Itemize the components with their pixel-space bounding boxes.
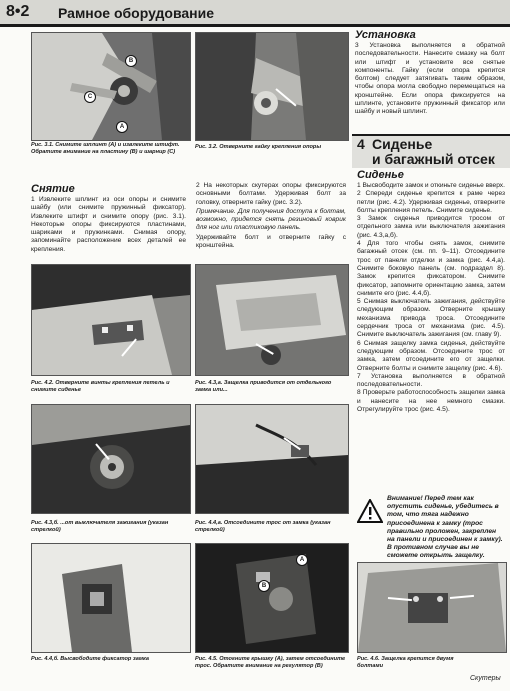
removal-note: Примечание. Для получения доступа к болтам, возможно, придется снять резиновый коврик для ног или пластиковую панель. — [196, 207, 346, 232]
photo-fig-4-3b — [31, 404, 191, 514]
seat-paragraph-1: 1 Высвободите замок и откиньте сиденье вверх. — [357, 182, 505, 189]
caption-fig-4-3a: Рис. 4.3,а. Защелка приводится от отдельного замка или... — [195, 380, 332, 393]
marker-b: B — [258, 580, 270, 592]
photo-fig-4-2 — [31, 264, 191, 376]
seat-paragraph-8: 8 Проверьте работоспособность защелки замка и нанесите на нее немного смазки. Отрегулируйте трос (рис. 4.5). — [357, 389, 505, 414]
photo-fig-4-3a-illustration — [196, 265, 348, 375]
page-title: Рамное оборудование — [58, 5, 215, 21]
page-header — [0, 0, 510, 27]
photo-fig-3-2-illustration — [196, 33, 348, 140]
marker-a: A — [116, 121, 128, 133]
photo-fig-4-6-illustration — [358, 563, 506, 652]
removal-text-right — [196, 182, 346, 250]
heading-seat: Сиденье — [357, 169, 404, 181]
seat-paragraph-6: 6 Снимая защелку замка сиденья, действуйте следующим образом. Отсоедините трос от замка, затем отсоедините его от защелки. Отверните болты и снимите защелку (рис. 4.6). — [357, 339, 505, 372]
photo-fig-4-6 — [357, 562, 507, 653]
section-4-text — [357, 182, 505, 414]
photo-fig-4-4a-illustration — [196, 405, 348, 513]
caption-fig-4-6: Рис. 4.6. Защелка крепится двумя болтами — [357, 656, 454, 669]
section-title-line-2: и багажный отсек — [372, 151, 495, 167]
seat-paragraph-7: 7 Установка выполняется в обратной последовательности. — [357, 372, 505, 389]
seat-paragraph-5: 5 Снимая выключатель зажигания, действуйте следующим образом. Отверните крышку механизма привода троса. Отсоедините сердечник троса от механизма (рис. 4.5). Снимите выключатель зажигания (см. главу 9). — [357, 298, 505, 339]
removal-paragraph-1: 1 Извлеките шплинт из оси опоры и снимите шайбу (или снимите пружинный фиксатор). Извлеките штифт и снимите опору (рис. 3.1). Некоторые опоры фиксируются пластинами, шариками и пружинками. Снимая опору, запоминайте расположение всех деталей ее крепления. — [31, 196, 186, 253]
warning-text: Внимание! Перед тем как опустить сиденье, убедитесь в том, что тяга надежно присоединена к замку (трос правильно проложен, закреплен на панели и присоединен к замку). В противном случае вы не сможете открыть защелку. — [387, 495, 503, 560]
photo-fig-3-1-illustration — [32, 33, 190, 140]
removal-text-left — [31, 196, 186, 254]
photo-fig-4-2-illustration — [32, 265, 190, 375]
installation-text — [355, 42, 505, 117]
photo-fig-4-4b — [31, 543, 191, 653]
photo-fig-3-1 — [31, 32, 191, 141]
warning-icon — [357, 499, 383, 523]
header-rule — [0, 24, 510, 27]
section-4-heading-box — [352, 134, 510, 168]
removal-paragraph-2: 2 На некоторых скутерах опоры фиксируются основными болтами. Удерживая болт за головку, отверните гайку (рис. 3.2). — [196, 182, 346, 206]
photo-fig-3-2 — [195, 32, 349, 141]
marker-a: A — [296, 554, 308, 566]
photo-fig-4-5 — [195, 543, 349, 653]
section-number: 4 — [357, 136, 365, 152]
section-title-line-1: Сиденье — [372, 136, 433, 152]
caption-fig-3-1: Рис. 3.1. Снимите шплинт (А) и извлеките штифт. Обратите внимание на пластину (B) и шарнир (C) — [31, 142, 180, 155]
photo-fig-4-3a — [195, 264, 349, 376]
photo-fig-4-3b-illustration — [32, 405, 190, 513]
caption-fig-4-2: Рис. 4.2. Отверните винты крепления петель и снимите сиденье — [31, 380, 170, 393]
caption-fig-3-2: Рис. 3.2. Отверните гайку крепления опоры — [195, 144, 322, 150]
page-number: 8•2 — [6, 3, 30, 20]
seat-paragraph-2: 2 Спереди сиденье крепится к раме через петли (рис. 4.2). Удерживая сиденье, отверните болты крепления петель. Снимите сиденье. — [357, 190, 505, 214]
marker-c: C — [84, 91, 96, 103]
caption-fig-4-5: Рис. 4.5. Отогните крышку (A), затем отсоедините трос. Обратите внимание на регулятор (B) — [195, 656, 346, 669]
warning-box — [357, 495, 505, 559]
footer-label: Скутеры — [470, 675, 501, 682]
caption-fig-4-3b: Рис. 4.3,б. ...от выключателя зажигания (указан стрелкой) — [31, 520, 169, 533]
photo-fig-4-5-illustration — [196, 544, 348, 652]
photo-fig-4-4a — [195, 404, 349, 514]
marker-b: B — [125, 55, 137, 67]
photo-fig-4-4b-illustration — [32, 544, 190, 652]
heading-removal: Снятие — [31, 183, 75, 195]
seat-paragraph-3: 3 Замок сиденья приводится тросом от отдельного замка или выключателя зажигания (рис. 4.3,а,б). — [357, 215, 505, 239]
heading-installation: Установка — [355, 29, 416, 41]
removal-paragraph-end: Удерживайте болт и отверните гайку с кронштейна. — [196, 233, 346, 250]
caption-fig-4-4b: Рис. 4.4,б. Высвободите фиксатор замка — [31, 656, 150, 662]
installation-paragraph-3: 3 Установка выполняется в обратной последовательности. Нанесите смазку на болт или штифт и установите все снятые компоненты. Гайку (если опора крепится болтом) следует затягивать таким образом, чтобы опора могла свободно перемещаться на кронштейне. Если опора фиксируется на шплинте, установите пружинный фиксатор или шайбу и новый шплинт. — [355, 42, 505, 116]
caption-fig-4-4a: Рис. 4.4,а. Отсоедините трос от замка (указан стрелкой) — [195, 520, 331, 533]
seat-paragraph-4: 4 Для того чтобы снять замок, снимите багажный отсек (см. пп. 9–11). Отсоедините трос от панели отделки и замка (рис. 4.4,а). Снимите боковую панель (см. подраздел 8). Замок крепится фиксатором. Снимите фиксатор, запомните ориентацию замка, затем снимите его (рис. 4.4,б). — [357, 240, 505, 297]
